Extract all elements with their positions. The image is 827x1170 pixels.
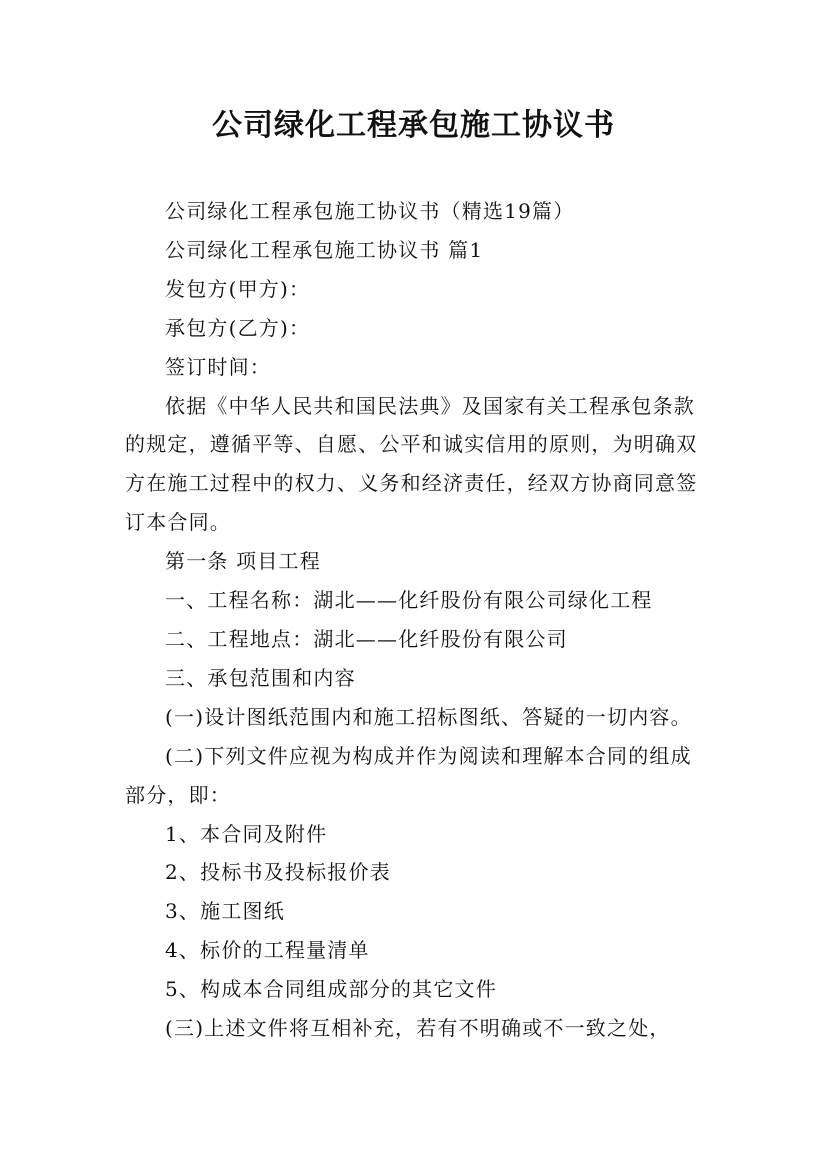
paragraph: 1、本合同及附件: [165, 821, 328, 846]
paragraph: (二)下列文件应视为构成并作为阅读和理解本合同的组成部分，即：: [125, 743, 692, 807]
document-title: 公司绿化工程承包施工协议书: [212, 108, 615, 143]
paragraph: 依据《中华人民共和国民法典》及国家有关工程承包条款的规定，遵循平等、自愿、公平和诚实信用的原则，为明确双方在施工过程中的权力、义务和经济责任，经双方协商同意签订本合同。: [125, 393, 698, 535]
paragraph: 三、承包范围和内容: [165, 665, 356, 690]
paragraph: 4、标价的工程量清单: [165, 938, 370, 963]
paragraph: 一、工程名称：湖北——化纤股份有限公司绿化工程: [165, 588, 653, 613]
paragraph: 签订时间：: [165, 354, 271, 379]
paragraph: (三)上述文件将互相补充，若有不明确或不一致之处，: [165, 1016, 671, 1041]
paragraph: 第一条 项目工程: [165, 549, 321, 574]
paragraph: 承包方(乙方)：: [165, 315, 311, 340]
paragraph: 5、构成本合同组成部分的其它文件: [165, 977, 497, 1002]
paragraph: 公司绿化工程承包施工协议书 篇1: [165, 237, 484, 262]
paragraph: 二、工程地点：湖北——化纤股份有限公司: [165, 626, 568, 651]
paragraph: 2、投标书及投标报价表: [165, 860, 391, 885]
paragraph: 发包方(甲方)：: [165, 276, 311, 301]
paragraph: 3、施工图纸: [165, 899, 285, 924]
document-body: [125, 192, 705, 1048]
paragraph: 公司绿化工程承包施工协议书（精选19篇）: [165, 199, 575, 223]
paragraph: (一)设计图纸范围内和施工招标图纸、答疑的一切内容。: [165, 704, 692, 729]
